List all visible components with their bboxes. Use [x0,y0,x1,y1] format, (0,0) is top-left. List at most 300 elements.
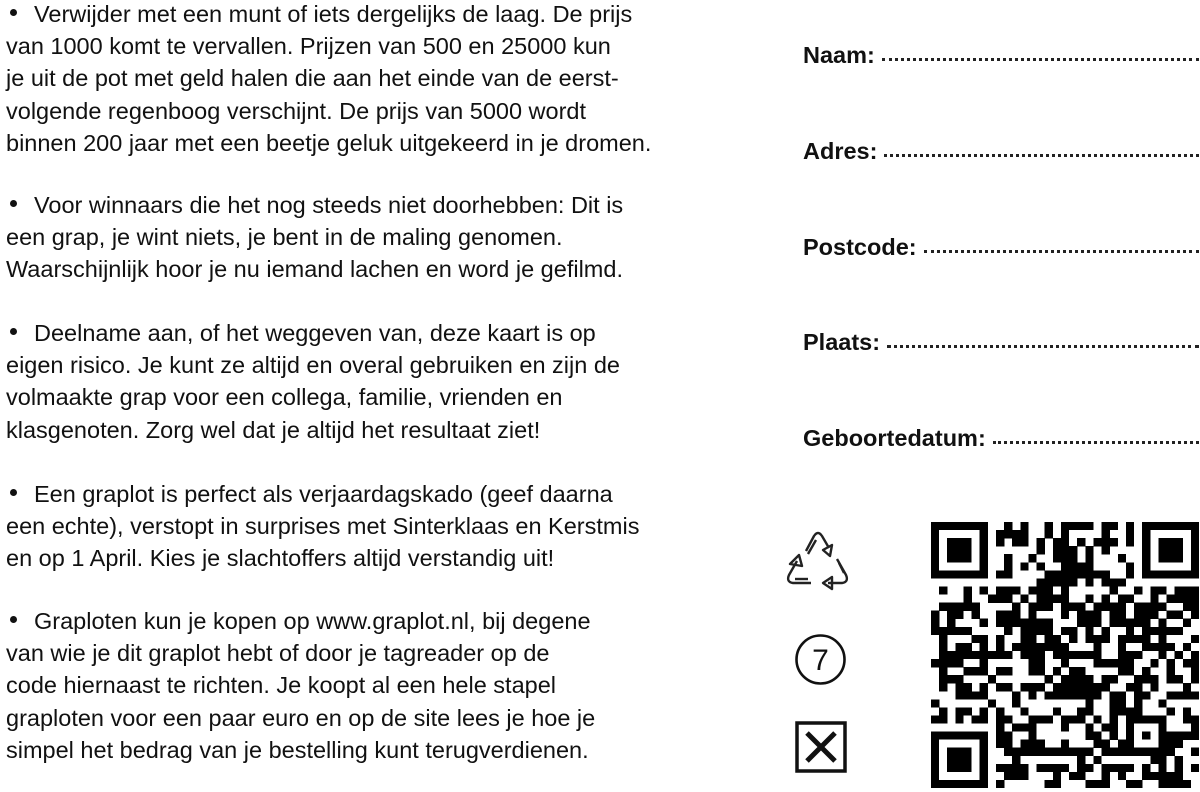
qr-module [1069,554,1077,562]
qr-module [1102,530,1110,538]
qr-module [1053,772,1061,780]
qr-module [1037,740,1045,748]
qr-module [1004,595,1012,603]
qr-module [1028,603,1036,611]
qr-module [1045,715,1053,723]
qr-module [996,707,1004,715]
circled-number-7 [793,632,848,687]
qr-module [1085,635,1093,643]
qr-module [1077,715,1085,723]
qr-module [1142,643,1150,651]
qr-module [1037,595,1045,603]
qr-module [1110,715,1118,723]
qr-module [1118,707,1126,715]
qr-module [1191,603,1199,611]
qr-module [1183,715,1191,723]
qr-module [1093,611,1101,619]
adres-field[interactable] [803,132,1199,162]
qr-module [1012,724,1020,732]
qr-module [1191,675,1199,683]
qr-module [1037,546,1045,554]
qr-module [1093,683,1101,691]
qr-module [1134,611,1142,619]
qr-module [1134,780,1142,788]
qr-module [1158,699,1166,707]
qr-finder-center [947,538,971,562]
qr-module [1167,643,1175,651]
qr-module [1191,659,1199,667]
qr-module [1093,715,1101,723]
qr-module [1150,756,1158,764]
qr-module [955,683,963,691]
qr-finder-center [1158,538,1182,562]
qr-module [1085,570,1093,578]
qr-module [972,603,980,611]
plaats-dotted-line [887,323,1199,348]
qr-module [1134,675,1142,683]
qr-module [1085,683,1093,691]
qr-module [939,715,947,723]
qr-module [1077,772,1085,780]
qr-module [1142,691,1150,699]
qr-module [1085,595,1093,603]
qr-module [1085,562,1093,570]
qr-module [1150,772,1158,780]
qr-module [1175,772,1183,780]
qr-module [1020,651,1028,659]
qr-module [1167,780,1175,788]
qr-module [1077,691,1085,699]
qr-module [1028,554,1036,562]
qr-module [1110,724,1118,732]
qr-module [1118,635,1126,643]
qr-module [1118,667,1126,675]
qr-module [1053,546,1061,554]
qr-module [1167,659,1175,667]
qr-module [1020,764,1028,772]
qr-module [1012,691,1020,699]
qr-module [1167,611,1175,619]
qr-module [1077,570,1085,578]
qr-module [1028,715,1036,723]
qr-module [1085,578,1093,586]
qr-module [1158,764,1166,772]
qr-module [1012,603,1020,611]
qr-module [1134,651,1142,659]
qr-module [1134,699,1142,707]
qr-module [1102,748,1110,756]
qr-module [1028,732,1036,740]
qr-module [1037,764,1045,772]
qr-module [1110,691,1118,699]
qr-module [963,643,971,651]
qr-module [1150,595,1158,603]
qr-module [939,659,947,667]
adres-dotted-line [884,132,1199,157]
qr-module [1037,619,1045,627]
qr-module [1077,683,1085,691]
qr-module [1077,756,1085,764]
qr-module [1069,667,1077,675]
qr-module [947,619,955,627]
qr-module [955,611,963,619]
qr-module [1150,675,1158,683]
qr-module [1004,772,1012,780]
qr-module [1118,748,1126,756]
bullet [10,200,17,207]
qr-module [1134,683,1142,691]
qr-module [963,691,971,699]
qr-module [1053,635,1061,643]
qr-module [1142,627,1150,635]
qr-module [1134,586,1142,594]
postcode-label: Postcode: [803,234,917,258]
qr-module [1069,691,1077,699]
qr-module [1045,570,1053,578]
qr-module [1126,651,1134,659]
qr-module [1012,756,1020,764]
geboortedatum-field[interactable] [803,419,1199,449]
qr-module [996,651,1004,659]
qr-module [1110,659,1118,667]
qr-module [1118,554,1126,562]
qr-module [1004,667,1012,675]
plaats-label: Plaats: [803,329,881,353]
qr-module [1020,635,1028,643]
qr-module [1093,691,1101,699]
qr-module [1085,780,1093,788]
qr-module [1142,619,1150,627]
qr-module [1158,635,1166,643]
qr-module [1102,546,1110,554]
qr-module [1045,675,1053,683]
qr-module [1069,562,1077,570]
paragraph-1: Verwijder met een munt of iets dergelijks de laag. De prijs van 1000 komt te vervallen. Prijzen van 500 en 25000 kun je uit de pot met geld halen die aan het einde van de eerst- volgende regenboog verschijnt. De prijs van 5000 wordt binnen 200 jaar met een beetje geluk uitgekeerd in je dromen. [6,1,652,156]
qr-module [955,659,963,667]
qr-module [1053,691,1061,699]
qr-module [1175,586,1183,594]
qr-module [996,611,1004,619]
qr-module [1118,595,1126,603]
qr-module [1077,538,1085,546]
qr-module [1110,522,1118,530]
adres-label: Adres: [803,138,878,162]
qr-module [1093,570,1101,578]
qr-module [1045,691,1053,699]
qr-module [1077,603,1085,611]
qr-module [963,667,971,675]
qr-module [1045,522,1053,530]
qr-module [1053,748,1061,756]
qr-module [963,595,971,603]
qr-module [1183,707,1191,715]
qr-module [996,667,1004,675]
qr-module [1150,643,1158,651]
qr-code[interactable] [931,522,1199,788]
qr-module [1037,643,1045,651]
qr-module [1004,522,1012,530]
qr-module [1191,611,1199,619]
qr-module [1020,595,1028,603]
qr-module [996,732,1004,740]
qr-module [1118,578,1126,586]
qr-module [1077,619,1085,627]
qr-module [1053,651,1061,659]
qr-module [1191,715,1199,723]
qr-module [1077,748,1085,756]
naam-dotted-line [882,36,1199,61]
qr-module [1020,562,1028,570]
qr-module [947,651,955,659]
qr-module [1158,643,1166,651]
qr-module [1077,764,1085,772]
qr-module [931,699,939,707]
qr-module [939,586,947,594]
qr-module [1061,691,1069,699]
qr-module [996,683,1004,691]
qr-module [1077,707,1085,715]
qr-module [1037,586,1045,594]
qr-module [1110,578,1118,586]
qr-module [1045,586,1053,594]
qr-module [1093,780,1101,788]
qr-module [939,627,947,635]
qr-module [1158,627,1166,635]
qr-module [1037,748,1045,756]
qr-module [1126,530,1134,538]
qr-module [1118,619,1126,627]
qr-module [1158,756,1166,764]
qr-module [1045,764,1053,772]
qr-module [931,659,939,667]
qr-module [1045,780,1053,788]
qr-module [1102,764,1110,772]
qr-module [1158,619,1166,627]
qr-module [1167,667,1175,675]
qr-module [1134,619,1142,627]
qr-module [1102,675,1110,683]
qr-module [1102,578,1110,586]
qr-module [1020,643,1028,651]
qr-module [931,611,939,619]
qr-module [1053,780,1061,788]
qr-module [1004,611,1012,619]
qr-module [1126,570,1134,578]
qr-module [996,635,1004,643]
qr-module [1110,748,1118,756]
qr-module [1085,764,1093,772]
qr-module [1053,764,1061,772]
qr-module [1004,683,1012,691]
qr-module [1045,530,1053,538]
qr-module [1028,659,1036,667]
qr-module [1175,740,1183,748]
qr-module [1175,691,1183,699]
qr-module [1069,570,1077,578]
qr-module [972,691,980,699]
qr-module [1085,732,1093,740]
qr-module [980,619,988,627]
qr-module [1142,772,1150,780]
qr-module [1126,619,1134,627]
qr-module [1012,530,1020,538]
recycle-icon [777,527,859,605]
qr-module [1037,578,1045,586]
qr-module [1028,619,1036,627]
qr-module [1085,748,1093,756]
qr-module [996,595,1004,603]
qr-module [1118,651,1126,659]
qr-module [947,611,955,619]
qr-module [1134,603,1142,611]
qr-module [1028,748,1036,756]
qr-module [1134,635,1142,643]
bullet [10,9,17,16]
qr-module [996,570,1004,578]
qr-module [1020,724,1028,732]
qr-module [1061,595,1069,603]
qr-module [1102,522,1110,530]
qr-module [1069,675,1077,683]
qr-module [996,643,1004,651]
qr-module [1110,764,1118,772]
qr-module [1012,748,1020,756]
qr-module [1118,699,1126,707]
plaats-field[interactable] [803,323,1199,353]
qr-module [1045,627,1053,635]
qr-module [1061,659,1069,667]
qr-module [1061,554,1069,562]
qr-module [1085,651,1093,659]
qr-module [1004,619,1012,627]
qr-module [1142,603,1150,611]
qr-module [1110,699,1118,707]
qr-module [1142,764,1150,772]
qr-module [1134,691,1142,699]
qr-module [1102,570,1110,578]
qr-module [1012,699,1020,707]
qr-module [1093,659,1101,667]
qr-module [1175,780,1183,788]
naam-field[interactable] [803,36,1199,66]
naam-label: Naam: [803,42,875,66]
geboortedatum-label: Geboortedatum: [803,425,986,449]
qr-module [1085,611,1093,619]
qr-module [1158,586,1166,594]
qr-module [1150,627,1158,635]
qr-module [955,651,963,659]
qr-module [1037,651,1045,659]
qr-module [1191,732,1199,740]
qr-module [1142,667,1150,675]
qr-module [1028,667,1036,675]
qr-module [1191,667,1199,675]
qr-module [1191,586,1199,594]
qr-module [1069,748,1077,756]
qr-module [1085,699,1093,707]
qr-module [939,643,947,651]
qr-module [1045,603,1053,611]
qr-module [947,627,955,635]
qr-module [1118,691,1126,699]
qr-module [1158,603,1166,611]
qr-module [939,707,947,715]
qr-module [1012,643,1020,651]
qr-module [1061,603,1069,611]
qr-module [980,707,988,715]
qr-module [1004,554,1012,562]
qr-module [1093,740,1101,748]
qr-module [972,651,980,659]
qr-module [1020,538,1028,546]
qr-module [963,683,971,691]
qr-module [1028,724,1036,732]
qr-module [1110,675,1118,683]
qr-module [963,707,971,715]
qr-module [1020,707,1028,715]
qr-module [1012,611,1020,619]
qr-module [1061,675,1069,683]
qr-module [1183,732,1191,740]
qr-module [1093,619,1101,627]
qr-module [1110,586,1118,594]
qr-module [1102,635,1110,643]
qr-module [1167,627,1175,635]
qr-module [1028,627,1036,635]
qr-module [1175,675,1183,683]
qr-module [1175,764,1183,772]
qr-module [1118,603,1126,611]
qr-module [1069,651,1077,659]
qr-module [1183,780,1191,788]
paragraph-3: Deelname aan, of het weggeven van, deze kaart is op eigen risico. Je kunt ze altijd en overal gebruiken en zijn de volmaakte grap voor een collega, familie, vrienden en klasgenoten. Zorg wel dat je altijd het resultaat ziet! [6,320,620,443]
qr-module [1069,635,1077,643]
qr-module [1053,570,1061,578]
qr-module [980,715,988,723]
qr-module [1004,530,1012,538]
qr-module [996,764,1004,772]
qr-module [1126,683,1134,691]
qr-module [1175,756,1183,764]
qr-module [1045,643,1053,651]
crossed-box-icon [794,720,848,774]
qr-module [972,611,980,619]
qr-module [1077,562,1085,570]
qr-module [1126,538,1134,546]
qr-module [1053,538,1061,546]
qr-module [1191,764,1199,772]
qr-module [1028,635,1036,643]
qr-module [996,724,1004,732]
qr-module [988,675,996,683]
qr-module [1061,611,1069,619]
qr-module [1167,772,1175,780]
postcode-field[interactable] [803,228,1199,258]
qr-module [1150,586,1158,594]
qr-module [1004,651,1012,659]
qr-module [1085,675,1093,683]
qr-module [1045,635,1053,643]
bullet [10,328,17,335]
qr-module [996,619,1004,627]
qr-module [955,715,963,723]
qr-module [996,780,1004,788]
qr-module [947,675,955,683]
qr-module [1167,748,1175,756]
qr-module [1126,522,1134,530]
qr-module [1191,635,1199,643]
qr-module [1093,756,1101,764]
